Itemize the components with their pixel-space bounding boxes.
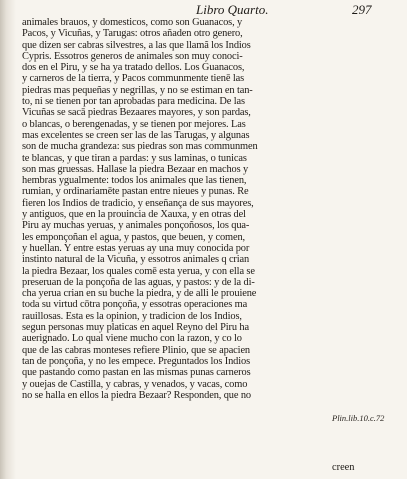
text-line: que dizen ser cabras silvestres, a las que llamã los Indios	[22, 39, 251, 51]
running-head-title: Libro Quarto.	[196, 2, 269, 17]
text-line: son mas gruessas. Hallase la piedra Bezaar en machos y	[22, 163, 249, 175]
catchword: creen	[332, 462, 355, 473]
text-line: no se halla en ellos la piedra Bezaar? Responden, que no	[22, 389, 252, 401]
text-line: Pacos, y Vicuñas, y Tarugas: otros añaden otro genero,	[22, 28, 243, 40]
text-line: Piru ay muchas yeruas, y animales ponçoñosos, los qua-	[22, 220, 250, 232]
text-line: tan de ponçoña, y no les empece. Preguntados los Indios	[22, 355, 251, 367]
text-line: fieren los Indios de tradicio, y enseñança de sus mayores,	[22, 197, 254, 209]
text-line: y ouejas de Castilla, y cabras, y venados, y vacas, como	[22, 378, 248, 390]
text-line: hembras ygualmente: todos los animales que las tienen,	[22, 175, 247, 187]
text-line: rauillosas. Esta es la opinion, y tradicion de los Indios,	[22, 310, 242, 322]
text-line: Vicuñas se sacā piedras Bezaares mayores, y son pardas,	[22, 107, 251, 119]
gutter-shadow	[0, 0, 16, 479]
text-line: to, ni se tienen por tan aprobadas para medicina. De las	[22, 96, 245, 108]
text-line: son de mucha grandeza: sus piedras son mas communmen	[22, 141, 258, 153]
text-line: te blancas, y que tiran a pardas: y sus laminas, o tunicas	[22, 152, 247, 164]
text-line: les emponçoñan el agua, y pastos, que beuen, y comen,	[22, 231, 246, 243]
text-line: mas excelentes se creen ser las de las Tarugas, y algunas	[22, 129, 250, 141]
text-line: que de las cabras monteses refiere Plinio, que se apacien	[22, 344, 251, 356]
page-number: 297	[352, 2, 372, 17]
text-line: cha yerua crian en su buche la piedra, y de alli le prouiene	[22, 288, 257, 300]
text-line: dos en el Piru, y se ha ya tratado dellos. Los Guanacos,	[22, 62, 245, 74]
text-line: Cypris. Essotros generos de animales son muy conoci-	[22, 50, 243, 62]
text-line: preseruan de la ponçoña de las aguas, y pastos: y de la di-	[22, 276, 255, 288]
text-line: piedras mas pequeñas y negrillas, y no se estiman en tan-	[22, 84, 253, 96]
text-line: auerignado. Lo qual viene mucho con la razon, y co lo	[22, 333, 242, 345]
text-line: o blancas, o berengenadas, y se tienen por mejores. Las	[22, 118, 246, 130]
text-line: instinto natural de la Vicuña, y essotros animales q crian	[22, 254, 250, 266]
text-line: animales brauos, y domesticos, como son Guanacos, y	[22, 17, 243, 28]
text-line: y antiguos, que en la prouincia de Xauxa, y en otras del	[22, 209, 246, 221]
text-line: segun personas muy platicas en aquel Reyno del Piru ha	[22, 322, 249, 334]
running-head	[0, 2, 407, 16]
text-line: la piedra Bezaar, los quales comē esta yerua, y con ella se	[22, 265, 255, 277]
margin-note: Plin.lib.10.c.72	[332, 413, 385, 423]
text-line: y carneros de la tierra, y Pacos communmente tienē las	[22, 73, 245, 85]
text-line: que pastando como pastan en las mismas punas carneros	[22, 367, 251, 379]
text-line: rumian, y ordinariamēte pastan entre nieues y punas. Re	[22, 186, 249, 198]
text-line: toda su virtud cōtra ponçoña, y essotras operaciones ma	[22, 299, 248, 311]
body-text	[22, 17, 358, 401]
text-line: y huellan. Y entre estas yeruas ay una muy conocida por	[22, 242, 250, 254]
